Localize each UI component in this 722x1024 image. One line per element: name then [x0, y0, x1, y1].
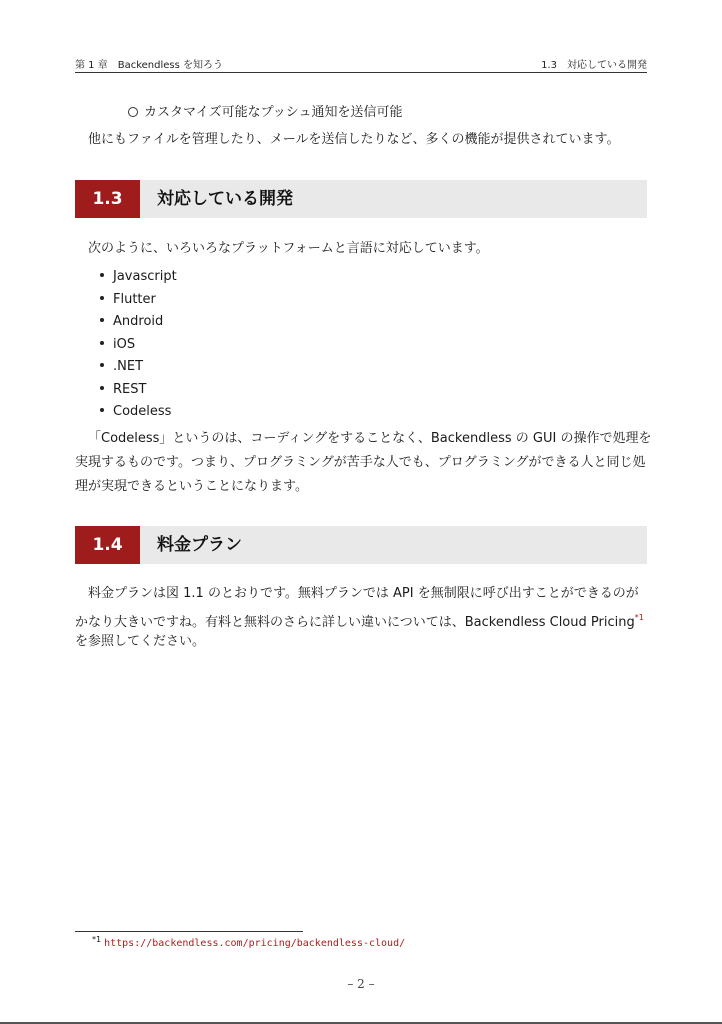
platform-lead: 次のように、いろいろなプラットフォームと言語に対応しています。 [88, 241, 489, 256]
header-section: 1.3 対応している開発 [541, 60, 647, 71]
section-title: 対応している開発 [157, 189, 293, 209]
list-item: Flutter [100, 289, 177, 312]
push-notification-bullet [128, 101, 402, 120]
bullet-icon [100, 296, 104, 300]
bullet-icon [100, 408, 104, 412]
codeless-paragraph-line-3: 理が実現できるということになります。 [75, 479, 308, 494]
intro-paragraph: 他にもファイルを管理したり、メールを送信したりなど、多くの機能が提供されています。 [88, 132, 620, 147]
section-number: 1.3 [75, 180, 140, 218]
codeless-paragraph-line-2: 実現するものです。つまり、プログラミングが苦手な人でも、プログラミングができる人と同じ処 [75, 455, 646, 470]
footnote-mark: *1 [92, 935, 102, 944]
pricing-paragraph-line-2: かなり大きいですね。有料と無料のさらに詳しい違いについては、Backendless Cloud Pricing$^{*1}$ [75, 613, 644, 630]
bullet-icon [100, 363, 104, 367]
circle-bullet-icon [128, 107, 138, 117]
list-item: iOS [100, 334, 177, 357]
section-number: 1.4 [75, 526, 140, 564]
footnote-link[interactable]: https://backendless.com/pricing/backendless-cloud/ [104, 938, 406, 949]
list-item: .NET [100, 356, 177, 379]
section-title: 料金プラン [157, 535, 242, 555]
running-header [75, 56, 647, 73]
bullet-icon [100, 341, 104, 345]
list-item: REST [100, 379, 177, 402]
sub-bullet-text: カスタマイズ可能なプッシュ通知を送信可能 [144, 105, 403, 120]
list-item: Codeless [100, 401, 177, 424]
bullet-icon [100, 386, 104, 390]
section-heading-1-4 [75, 526, 647, 564]
pricing-paragraph-line-3: を参照してください。 [75, 634, 206, 649]
footnote-reference[interactable]: *1 [634, 613, 644, 622]
list-item: Android [100, 311, 177, 334]
footnote [92, 935, 405, 949]
codeless-paragraph-line-1: 「Codeless」というのは、コーディングをすることなく、Backendless の GUI の操作で処理を [88, 431, 652, 446]
section-heading-1-3 [75, 180, 647, 218]
header-chapter: 第 1 章 Backendless を知ろう [75, 60, 224, 71]
bullet-icon [100, 273, 104, 277]
page-number: – 2 – [347, 977, 375, 991]
bullet-icon [100, 318, 104, 322]
list-item: Javascript [100, 266, 177, 289]
pricing-paragraph-line-1: 料金プランは図 1.1 のとおりです。無料プランでは API を無制限に呼び出すことができるのが [88, 586, 639, 601]
footnote-divider [75, 931, 303, 932]
platform-list [100, 266, 177, 424]
